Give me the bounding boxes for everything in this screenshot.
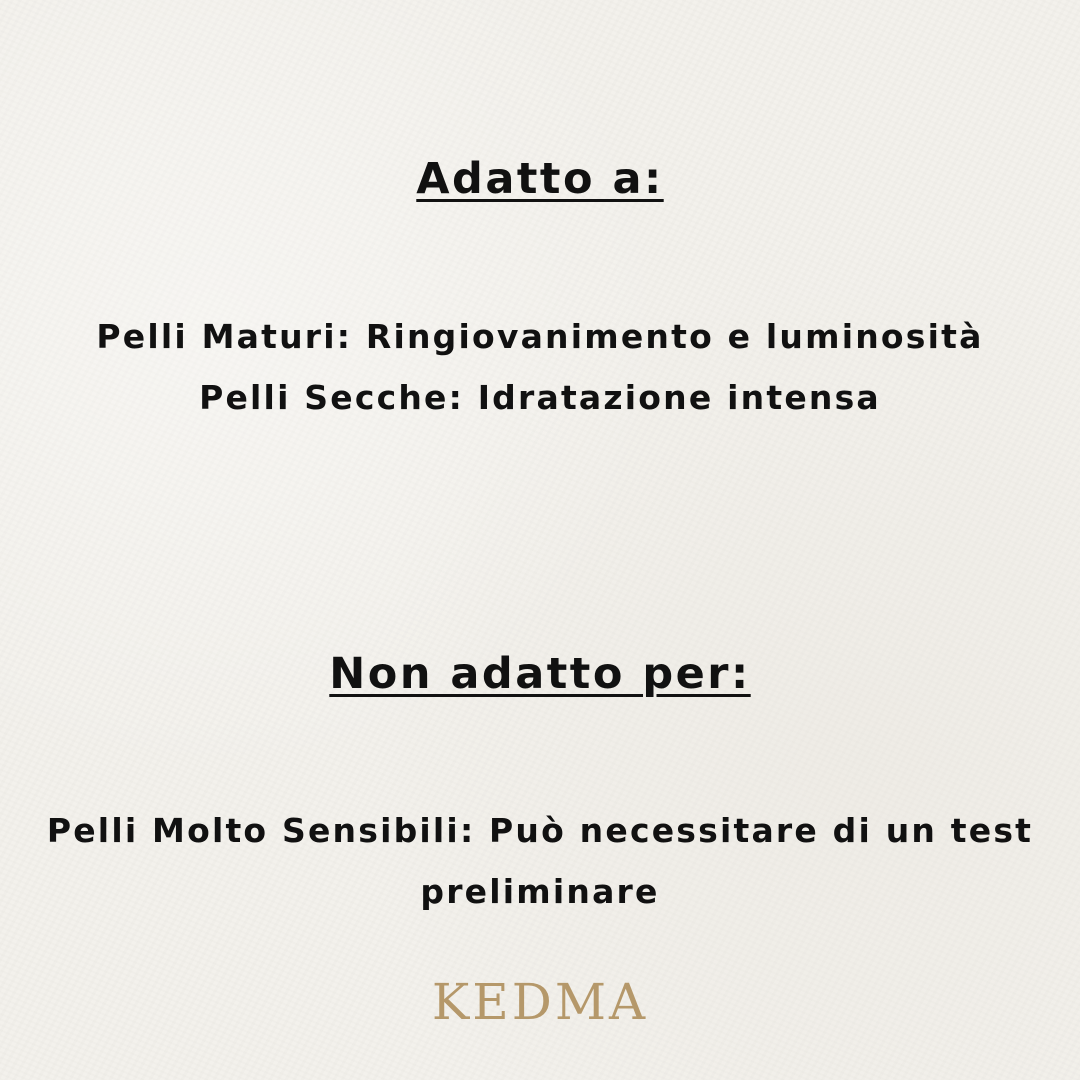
not-suitable-heading bbox=[0, 648, 1080, 700]
suitable-heading-text: Adatto a: bbox=[416, 154, 664, 204]
not-suitable-heading-text: Non adatto per: bbox=[329, 649, 751, 699]
not-suitable-list bbox=[0, 800, 1080, 922]
suitable-item: Pelli Maturi: Ringiovanimento e luminosità bbox=[96, 317, 984, 356]
suitable-item: Pelli Secche: Idratazione intensa bbox=[199, 378, 881, 417]
suitable-list bbox=[0, 306, 1080, 428]
not-suitable-item: Pelli Molto Sensibili: Può necessitare di un test preliminare bbox=[46, 811, 1034, 911]
brand-logo: KEDMA bbox=[431, 973, 649, 1031]
suitable-heading bbox=[0, 153, 1080, 205]
